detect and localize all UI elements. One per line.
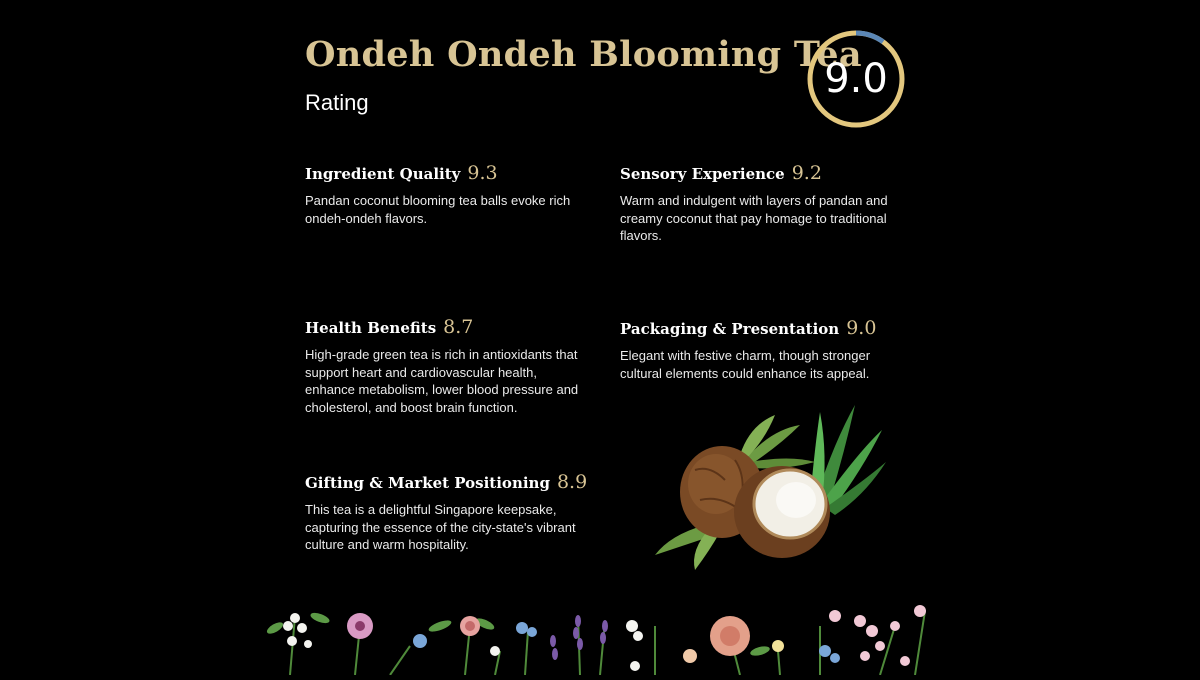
coconut-pandan-illustration <box>650 400 890 575</box>
criterion-score: 8.9 <box>556 471 588 493</box>
criterion-ingredient-quality <box>305 162 580 227</box>
criterion-score: 8.7 <box>443 316 474 338</box>
criterion-description: Pandan coconut blooming tea balls evoke rich ondeh-ondeh flavors. <box>305 193 571 226</box>
criterion-name: Packaging & Presentation <box>620 320 840 338</box>
criterion-name: Sensory Experience <box>620 165 785 183</box>
page-title: Ondeh Ondeh Blooming Tea <box>305 34 862 75</box>
flower-border-icon <box>260 596 940 675</box>
overall-score-value: 9.0 <box>824 56 888 102</box>
criterion-score: 9.2 <box>791 162 822 184</box>
criterion-sensory-experience <box>620 162 888 245</box>
criterion-name: Ingredient Quality <box>305 165 461 183</box>
criterion-gifting-market-positioning <box>305 471 588 554</box>
overall-score-badge <box>805 28 907 130</box>
criterion-health-benefits <box>305 316 580 416</box>
criterion-packaging-presentation <box>620 317 888 382</box>
coconut-icon <box>650 400 890 575</box>
criterion-name: Gifting & Market Positioning <box>305 474 550 492</box>
criterion-score: 9.3 <box>467 162 498 184</box>
wildflower-border-illustration <box>260 596 940 675</box>
criterion-score: 9.0 <box>846 317 877 339</box>
criterion-description: Warm and indulgent with layers of pandan and creamy coconut that pay homage to traditional flavors. <box>620 193 888 243</box>
criterion-description: High-grade green tea is rich in antioxidants that support heart and cardiovascular health, enhance metabolism, lower blood pressure and cholesterol, and boost brain function. <box>305 347 579 415</box>
criterion-description: Elegant with festive charm, though stronger cultural elements could enhance its appeal. <box>620 348 871 381</box>
page-subtitle: Rating <box>305 90 369 115</box>
criterion-name: Health Benefits <box>305 319 437 337</box>
criterion-description: This tea is a delightful Singapore keepsake, capturing the essence of the city-state's vibrant culture and warm hospitality. <box>305 502 576 552</box>
